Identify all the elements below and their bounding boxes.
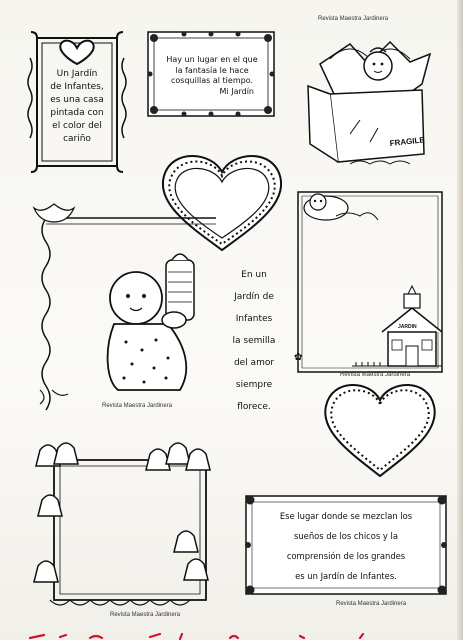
school-frame-right bbox=[292, 182, 448, 380]
poem-line: Jardín de bbox=[234, 292, 274, 302]
poem-line: la semilla bbox=[232, 336, 276, 346]
poem-line: florece. bbox=[237, 402, 271, 412]
card1-line: de Infantes, bbox=[50, 82, 104, 92]
card-text-comprension bbox=[256, 506, 436, 586]
card1-line: Un Jardín bbox=[56, 69, 98, 79]
credit-bottom-left: Revista Maestra Jardinera bbox=[110, 612, 181, 618]
poem-line: siempre bbox=[235, 380, 273, 390]
card1-line: es una casa bbox=[50, 95, 104, 105]
red-pen-scribble bbox=[0, 628, 463, 640]
credit-top-right: Revista Maestra Jardinera bbox=[318, 16, 389, 22]
credit-bottom-right: Revista Maestra Jardinera bbox=[336, 601, 407, 607]
fragile-label: FRAGILE bbox=[389, 135, 426, 148]
card1-line: cariño bbox=[63, 134, 91, 144]
svg-text:✿: ✿ bbox=[294, 352, 303, 363]
poem-text bbox=[220, 264, 288, 418]
poem-line: del amor bbox=[233, 358, 275, 368]
card3-line: Ese lugar donde se mezclan los bbox=[279, 511, 413, 521]
card2-line: la fantasía le hace bbox=[175, 65, 249, 75]
card2-line: Mi Jardín bbox=[219, 86, 254, 96]
card3-line: comprensión de los grandes bbox=[286, 551, 406, 561]
card-text-cariño bbox=[40, 68, 114, 146]
bells-frame-bottom bbox=[30, 440, 226, 610]
credit-middle-left: Revista Maestra Jardinera bbox=[102, 403, 173, 409]
card2-line: cosquillas al tiempo. bbox=[170, 76, 253, 85]
card3-line: sueños de los chicos y la bbox=[294, 531, 398, 541]
baby-with-bottle-illustration bbox=[96, 250, 212, 400]
baby-gift-box-illustration bbox=[290, 24, 450, 174]
heart-frame-bottom bbox=[318, 378, 442, 480]
card1-line: el color del bbox=[52, 121, 102, 131]
card3-line: es un Jardín de Infantes. bbox=[295, 571, 397, 581]
credit-middle-right: Revista Maestra Jardinera bbox=[340, 372, 411, 378]
page-edge-shadow bbox=[457, 0, 463, 640]
card1-line: pintada con bbox=[50, 108, 104, 118]
card2-line: Hay un lugar en el que bbox=[166, 55, 258, 64]
card-text-fantasia bbox=[156, 55, 268, 97]
poem-line: Infantes bbox=[235, 314, 273, 324]
school-sign: JARDIN bbox=[398, 324, 417, 330]
poem-line: En un bbox=[241, 270, 267, 280]
